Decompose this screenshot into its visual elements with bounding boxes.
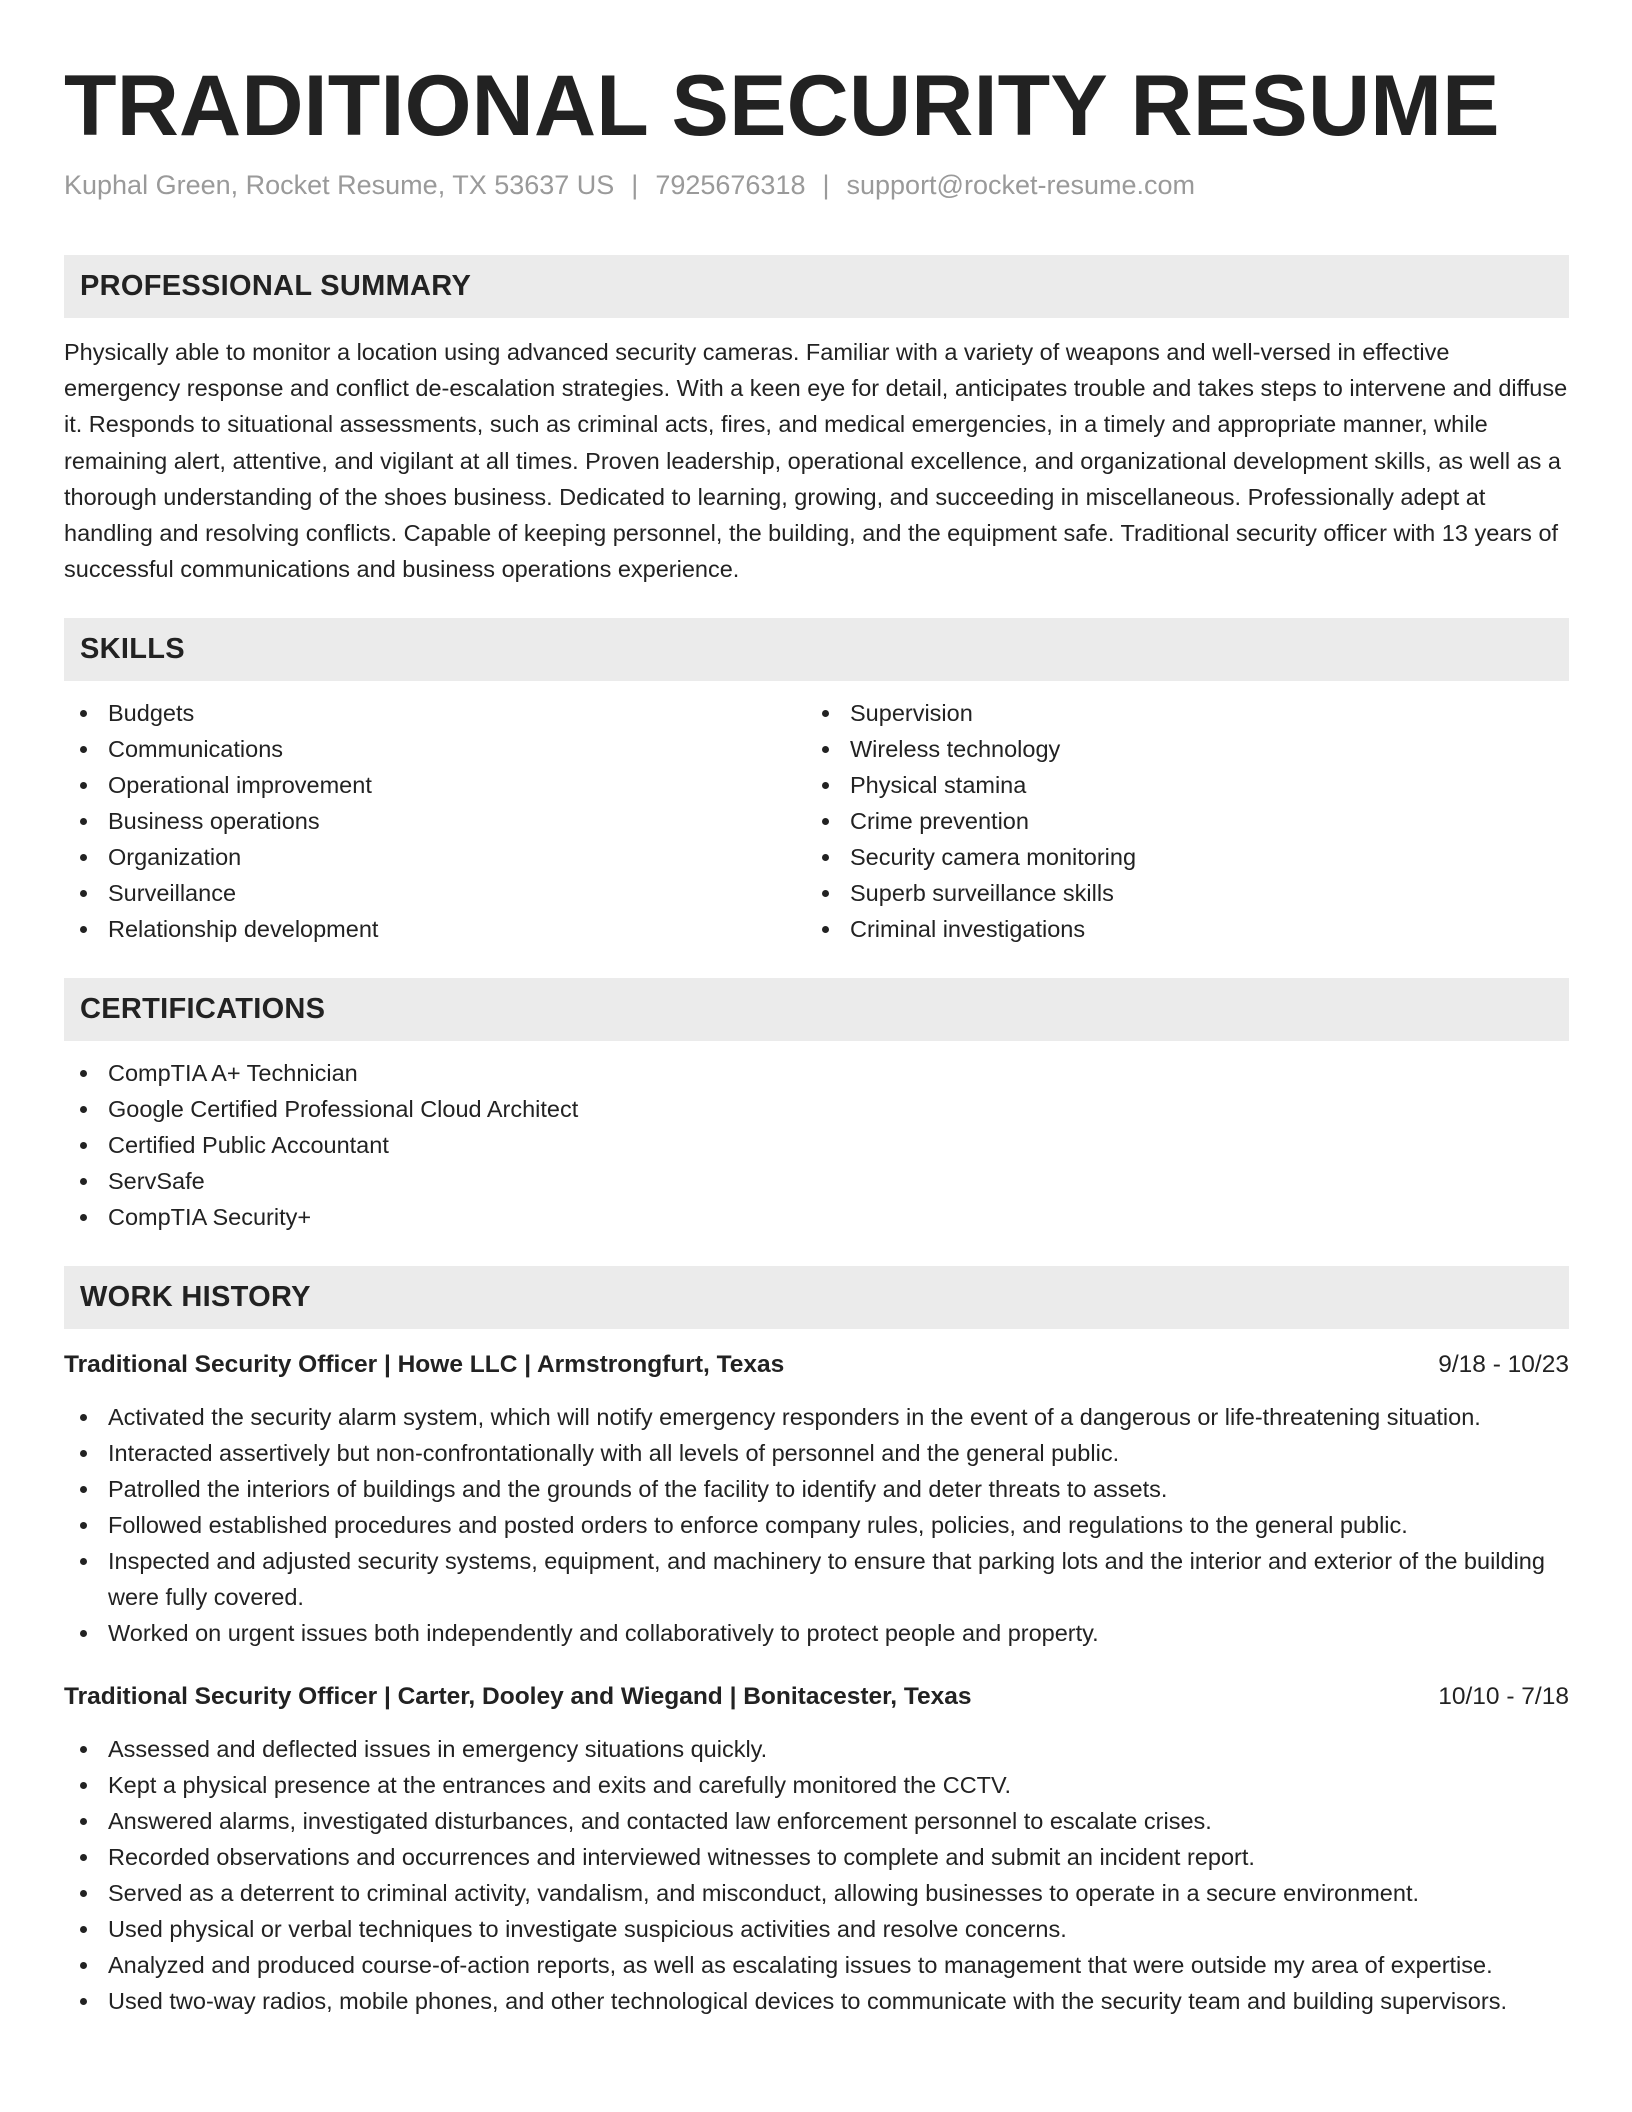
summary-section-header: PROFESSIONAL SUMMARY (64, 255, 1569, 318)
contact-phone: 7925676318 (655, 170, 806, 200)
job-duty-item: Analyzed and produced course-of-action reports, as well as escalating issues to management that were outside my area of expertise. (64, 1947, 1569, 1983)
certification-item: CompTIA A+ Technician (64, 1055, 1569, 1091)
job-duty-item: Patrolled the interiors of buildings and the grounds of the facility to identify and deter threats to assets. (64, 1471, 1569, 1507)
job-duty-item: Used physical or verbal techniques to investigate suspicious activities and resolve concerns. (64, 1911, 1569, 1947)
job-duties-list (64, 1731, 1569, 2019)
skill-item: Criminal investigations (806, 911, 1548, 947)
contact-line (64, 168, 1569, 202)
work-history-section-header: WORK HISTORY (64, 1266, 1569, 1329)
resume-title: TRADITIONAL SECURITY RESUME (64, 58, 1500, 154)
skill-item: Business operations (64, 803, 806, 839)
job-duty-item: Recorded observations and occurrences and interviewed witnesses to complete and submit an incident report. (64, 1839, 1569, 1875)
certification-item: Google Certified Professional Cloud Architect (64, 1091, 1569, 1127)
job-title: Traditional Security Officer | Carter, Dooley and Wiegand | Bonitacester, Texas (64, 1683, 972, 1711)
certification-item: Certified Public Accountant (64, 1127, 1569, 1163)
skill-item: Supervision (806, 695, 1548, 731)
skill-item: Superb surveillance skills (806, 875, 1548, 911)
contact-separator: | (631, 170, 639, 200)
skill-item: Physical stamina (806, 767, 1548, 803)
skill-item: Relationship development (64, 911, 806, 947)
job-header (64, 1679, 1569, 1715)
certifications-section-header: CERTIFICATIONS (64, 978, 1569, 1041)
job-duty-item: Served as a deterrent to criminal activity, vandalism, and misconduct, allowing businesses to operate in a secure environment. (64, 1875, 1569, 1911)
job-duty-item: Interacted assertively but non-confrontationally with all levels of personnel and the general public. (64, 1435, 1569, 1471)
skill-item: Security camera monitoring (806, 839, 1548, 875)
skill-item: Operational improvement (64, 767, 806, 803)
job-entry (64, 1679, 1569, 2019)
job-duty-item: Used two-way radios, mobile phones, and other technological devices to communicate with the security team and building supervisors. (64, 1983, 1569, 2019)
skill-item: Budgets (64, 695, 806, 731)
skill-item: Surveillance (64, 875, 806, 911)
summary-text: Physically able to monitor a location using advanced security cameras. Familiar with a variety of weapons and well-versed in effective emergency response and conflict de-escalation strategies. With a keen eye for detail, anticipates trouble and takes steps to intervene and diffuse it. Responds to situational assessments, such as criminal acts, fires, and medical emergencies, in a timely and appropriate manner, while remaining alert, attentive, and vigilant at all times. Proven leadership, operational excellence, and organizational development skills, as well as a thorough understanding of the shoes business. Dedicated to learning, growing, and succeeding in miscellaneous. Professionally adept at handling and resolving conflicts. Capable of keeping personnel, the building, and the equipment safe. Traditional security officer with 13 years of successful communications and business operations experience. (64, 339, 1568, 583)
job-duty-item: Kept a physical presence at the entrances and exits and carefully monitored the CCTV. (64, 1767, 1569, 1803)
skill-item: Organization (64, 839, 806, 875)
job-duty-item: Activated the security alarm system, which will notify emergency responders in the event of a dangerous or life-threatening situation. (64, 1399, 1569, 1435)
contact-separator: | (822, 170, 830, 200)
contact-address: Kuphal Green, Rocket Resume, TX 53637 US (64, 170, 615, 200)
job-duties-list (64, 1399, 1569, 1651)
certifications-list (64, 1055, 1569, 1235)
job-duty-item: Followed established procedures and posted orders to enforce company rules, policies, and regulations to the general public. (64, 1507, 1569, 1543)
skills-list-right (806, 695, 1548, 947)
skill-item: Wireless technology (806, 731, 1548, 767)
job-entry (64, 1347, 1569, 1651)
skills-section-header: SKILLS (64, 618, 1569, 681)
job-duty-item: Worked on urgent issues both independently and collaboratively to protect people and property. (64, 1615, 1569, 1651)
skill-item: Communications (64, 731, 806, 767)
contact-email: support@rocket-resume.com (846, 170, 1196, 200)
job-title: Traditional Security Officer | Howe LLC | Armstrongfurt, Texas (64, 1351, 785, 1379)
job-header (64, 1347, 1569, 1383)
job-dates: 9/18 - 10/23 (1438, 1351, 1569, 1379)
job-duty-item: Inspected and adjusted security systems, equipment, and machinery to ensure that parking lots and the interior and exterior of the building were fully covered. (64, 1543, 1569, 1615)
job-duty-item: Assessed and deflected issues in emergency situations quickly. (64, 1731, 1569, 1767)
job-duty-item: Answered alarms, investigated disturbances, and contacted law enforcement personnel to escalate crises. (64, 1803, 1569, 1839)
skills-list-left (64, 695, 806, 947)
certification-item: CompTIA Security+ (64, 1199, 1569, 1235)
skills-grid (64, 695, 1569, 947)
skill-item: Crime prevention (806, 803, 1548, 839)
certification-item: ServSafe (64, 1163, 1569, 1199)
job-dates: 10/10 - 7/18 (1438, 1683, 1569, 1711)
